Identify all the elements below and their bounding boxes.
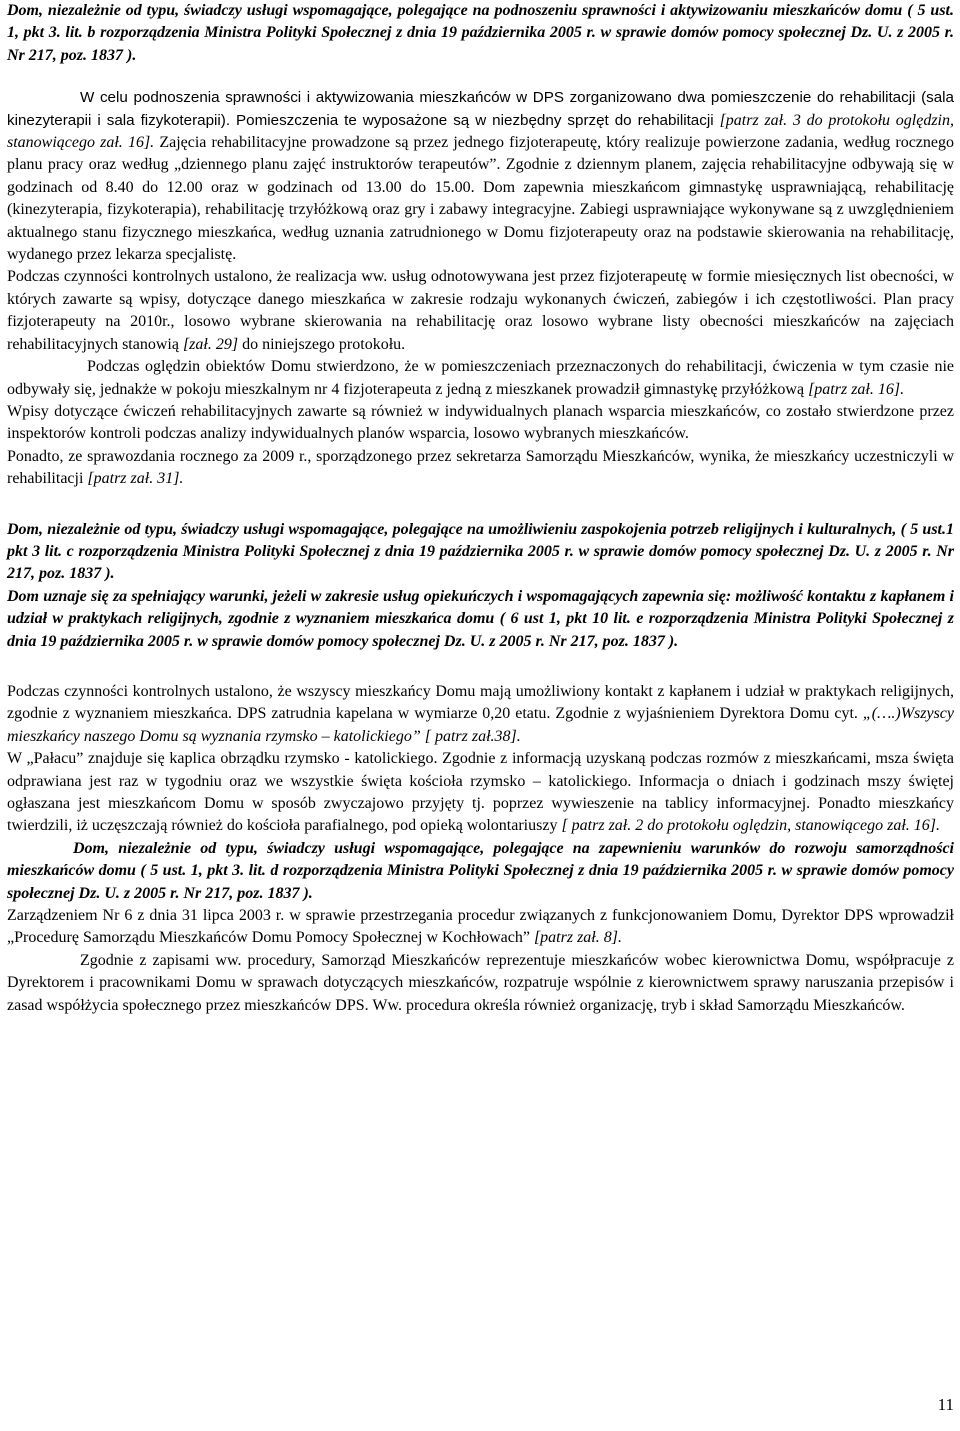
page-number: 11	[937, 1395, 954, 1414]
section-heading-religious-needs: Dom, niezależnie od typu, świadczy usługi wspomagające, polegające na umożliwieniu zaspokojenia potrzeb religijnych i kulturalnych, ( 5 ust.1 pkt 3 lit. c rozporządzenia Ministra Polityki Społecznej z dnia 19 października 2005 r. w sprawie domów pomocy społecznej Dz. U. z 2005 r. Nr 217, poz. 1837 ).	[7, 520, 954, 583]
reference-attachment-2: [ patrz zał. 2 do protokołu oględzin, stanowiącego zał. 16].	[561, 817, 940, 835]
reference-attachment-3: [patrz zał. 3 do protokołu oględzin, stanowiącego zał. 16].	[7, 111, 955, 152]
paragraph-rehab-rooms	[7, 87, 954, 266]
paragraph-chapel: W „Pałacu” znajduje się kaplica obrządku rzymsko - katolickiego. Zgodnie z informacją uzyskaną podczas rozmów z mieszkańcami, msza święta odprawiana jest raz w tygodniu oraz we wszystkie święta kościoła rzymsko – katolickiego. Informacja o dniach i godzinach mszy świętej ogłaszana jest mieszkańcom Domu w sposób zwyczajowo przyjęty tj. poprzez wywieszenie na tablicy informacyjnej. Ponadto mieszkańcy twierdzili, iż uczęszczają również do kościoła parafialnego, pod opieką wolontariuszy [ patrz zał. 2 do protokołu oględzin, stanowiącego zał. 16].	[7, 750, 954, 835]
section-heading-chaplain-contact: Dom uznaje się za spełniający warunki, jeżeli w zakresie usług opiekuńczych i wspomagających zapewnia się: możliwość kontaktu z kapłanem i udział w praktykach religijnych, zgodnie z wyznaniem mieszkańca domu ( 6 ust 1, pkt 10 lit. e rozporządzenia Ministra Polityki Społecznej z dnia 19 października 2005 r. w sprawie domów pomocy społecznej Dz. U. z 2005 r. Nr 217, poz. 1837 ).	[7, 587, 954, 650]
reference-attachment-8: [patrz zał. 8].	[533, 929, 622, 947]
quote-director-explanation: „(….)Wszyscy mieszkańcy naszego Domu są wyznania rzymsko – katolickiego” [ patrz zał.38].	[7, 705, 954, 745]
paragraph-rehab-support-plans: Wpisy dotyczące ćwiczeń rehabilitacyjnych zawarte są również w indywidualnych planach wsparcia mieszkańców, co zostało stwierdzone przez inspektorów kontroli podczas analizy indywidualnych planów wsparcia, losowo wybranych mieszkańców.	[7, 402, 954, 443]
paragraph-rehab-inspection: Podczas oględzin obiektów Domu stwierdzono, że w pomieszczeniach przeznaczonych do rehabilitacji, ćwiczenia w tym czasie nie odbywały się, jednakże w pokoju mieszkalnym nr 4 fizjoterapeuta z jedną z mieszkanek prowadził gimnastykę przyłóżkową [patrz zał. 16].	[7, 358, 954, 398]
section-heading-rehabilitation: Dom, niezależnie od typu, świadczy usługi wspomagające, polegające na podnoszeniu sprawności i aktywizowaniu mieszkańców domu ( 5 ust. 1, pkt 3. lit. b rozporządzenia Ministra Polityki Społecznej z dnia 19 października 2005 r. w sprawie domów pomocy społecznej Dz. U. z 2005 r. Nr 217, poz. 1837 ).	[7, 2, 954, 64]
paragraph-rehab-schedule: Zajęcia rehabilitacyjne prowadzone są przez jednego fizjoterapeutę, który realizuje powierzone zadania, według rocznego planu pracy oraz według „dziennego planu zajęć instruktorów terapeutów”. Zgodnie z dziennym planem, zajęcia rehabilitacyjne odbywają się w godzinach od 8.40 do 12.00 oraz w godzinach od 13.00 do 15.00. Dom zapewnia mieszkańcom gimnastykę usprawniającą, rehabilitację (kinezyterapia, fizykoterapia), rehabilitację trzyłóżkową oraz gry i zabawy integracyjne. Zabiegi usprawniające wykonywane są z uwzględnieniem aktualnego stanu fizycznego mieszkańca, według uznania zatrudnionego w Domu fizjoterapeuty oraz na podstawie skierowania na rehabilitację, wydanego przez lekarza specjalistę.	[7, 134, 955, 264]
paragraph-rehab-rooms-lead: W celu podnoszenia sprawności i aktywizowania mieszkańców w DPS zorganizowano dwa pomieszczenie do rehabilitacji (sala kinezyterapii i sala fizykoterapii).	[7, 89, 954, 129]
reference-attachment-29: [zał. 29]	[182, 335, 239, 353]
paragraph-self-government-order: Zarządzeniem Nr 6 z dnia 31 lipca 2003 r. w sprawie przestrzegania procedur związanych z funkcjonowaniem Domu, Dyrektor DPS wprowadził „Procedurę Samorządu Mieszkańców Domu Pomocy Społecznej w Kochłowach” [patrz zał. 8].	[7, 907, 954, 947]
paragraph-self-government-procedure: Zgodnie z zapisami ww. procedury, Samorząd Mieszkańców reprezentuje mieszkańców wobec kierownictwa Domu, współpracuje z Dyrektorem i pracownikami Domu w sprawach dotyczących mieszkańców, rozpatruje wspólnie z kierownictwem sprawy naruszania przepisów i zasad współżycia społecznego przez mieszkańców DPS. Ww. procedura określa również organizację, tryb i skład Samorządu Mieszkańców.	[7, 951, 954, 1014]
reference-attachment-16: [patrz zał. 16].	[808, 380, 905, 398]
reference-attachment-31: [patrz zał. 31].	[87, 470, 184, 488]
section-heading-self-government: Dom, niezależnie od typu, świadczy usługi wspomagające, polegające na zapewnieniu warunków do rozwoju samorządności mieszkańców domu ( 5 ust. 1, pkt 3. lit. d rozporządzenia Ministra Polityki Społecznej z dnia 19 października 2005 r. w sprawie domów pomocy społecznej Dz. U. z 2005 r. Nr 217, poz. 1837 ).	[7, 839, 954, 902]
paragraph-rehab-rooms-equipment: Pomieszczenia te wyposażone są w niezbędny sprzęt do rehabilitacji	[230, 111, 720, 129]
paragraph-chaplain: Podczas czynności kontrolnych ustalono, że wszyscy mieszkańcy Domu mają umożliwiony kontakt z kapłanem i udział w praktykach religijnych, zgodnie z wyznaniem mieszkańca. DPS zatrudnia kapelana w wymiarze 0,20 etatu. Zgodnie z wyjaśnieniem Dyrektora Domu cyt. „(….)Wszyscy mieszkańcy naszego Domu są wyznania rzymsko – katolickiego” [ patrz zał.38].	[7, 682, 954, 745]
paragraph-rehab-annual-report: Ponadto, ze sprawozdania rocznego za 2009 r., sporządzonego przez sekretarza Samorządu Mieszkańców, wynika, że mieszkańcy uczestniczyli w rehabilitacji [patrz zał. 31].	[7, 447, 954, 488]
paragraph-rehab-records: Podczas czynności kontrolnych ustalono, że realizacja ww. usług odnotowywana jest przez fizjoterapeutę w formie miesięcznych list obecności, w których zawarte są wpisy, dotyczące danego mieszkańca w zakresie rodzaju wykonanych ćwiczeń, zabiegów i ich częstotliwości. Plan pracy fizjoterapeuty na 2010r., losowo wybrane skierowania na rehabilitację oraz losowo wybrane listy obecności mieszkańców na zajęciach rehabilitacyjnych stanowią [zał. 29] do niniejszego protokołu.	[7, 268, 954, 353]
